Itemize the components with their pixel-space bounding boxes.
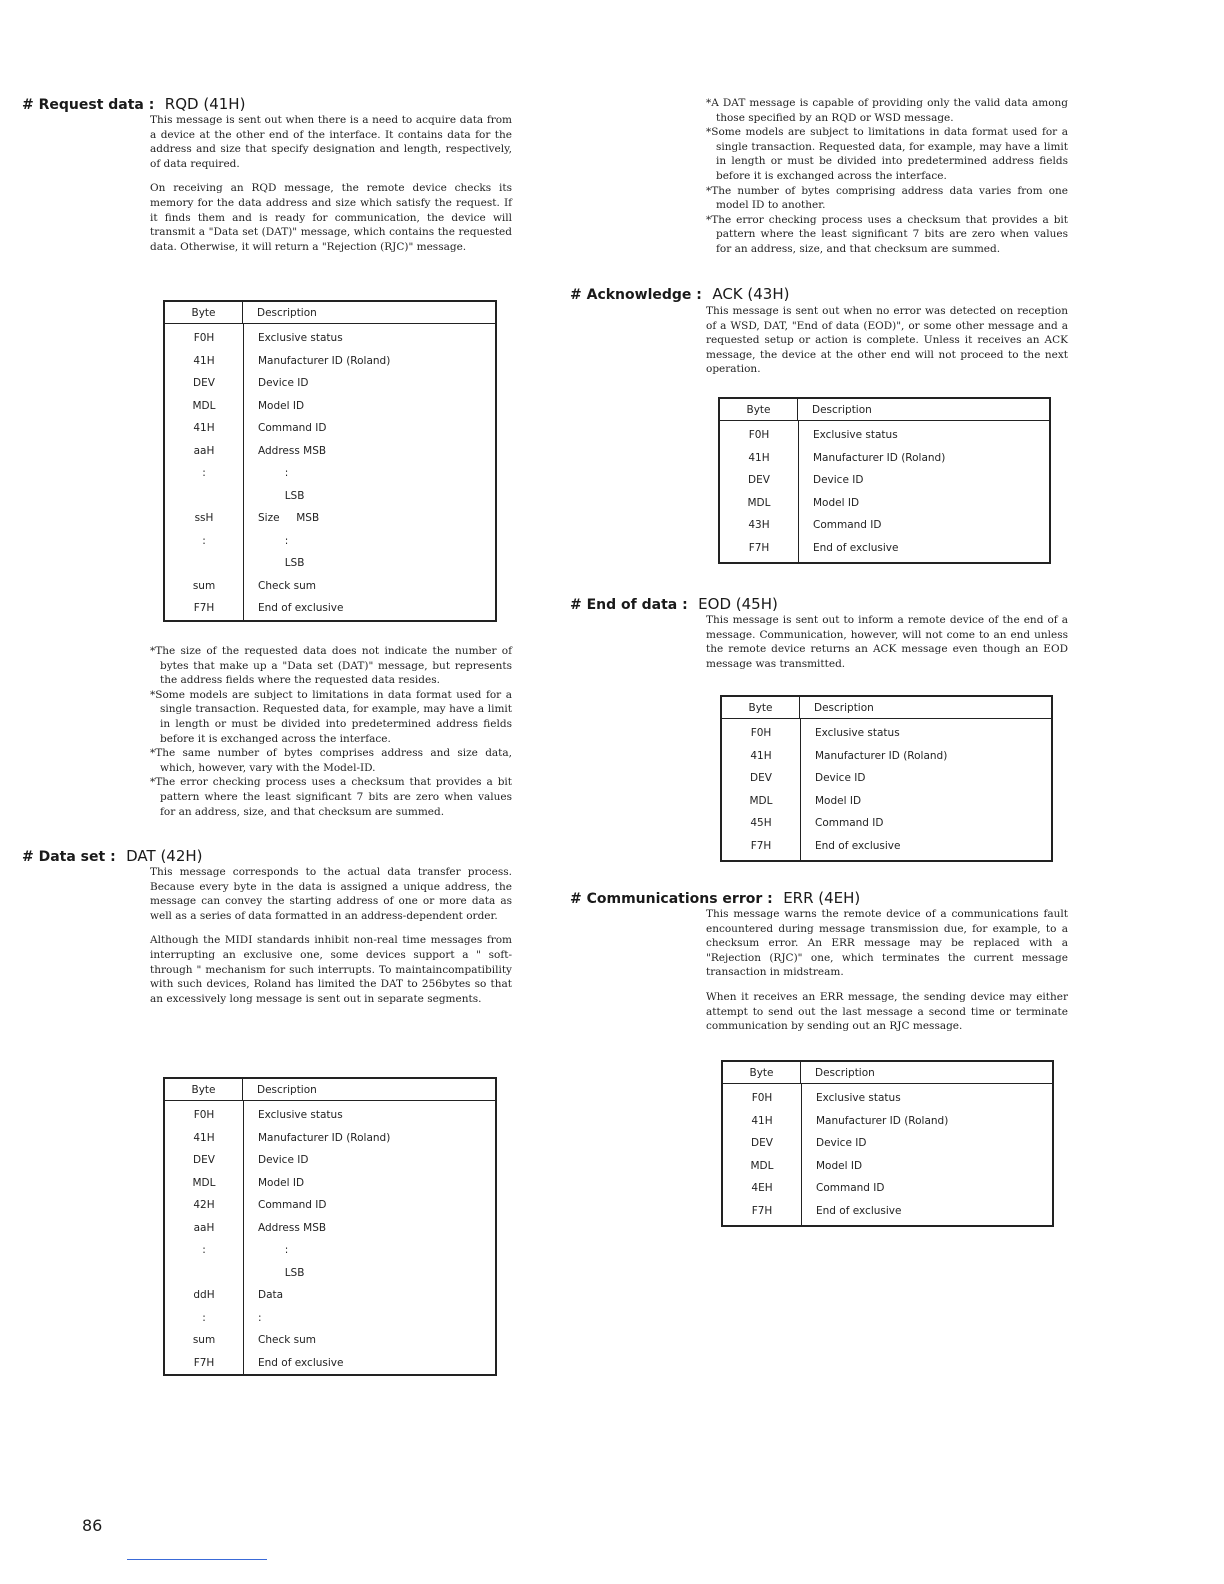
desc-cell: End of exclusive — [258, 1356, 344, 1369]
header-byte: Byte — [165, 1079, 243, 1100]
byte-cell: 45H — [750, 817, 772, 830]
byte-cell: 41H — [751, 1114, 773, 1127]
table-row — [722, 835, 1051, 858]
byte-cell: MDL — [747, 496, 771, 509]
dat-note: *The error checking process uses a checksum that provides a bit pattern where the least significant 7 bits are zero when values for an address, size, and that checksum are summed. — [706, 213, 1068, 255]
dat-label: # Data set : — [22, 849, 116, 865]
byte-cell: F0H — [193, 332, 215, 345]
byte-cell: : — [202, 1311, 206, 1324]
byte-cell: DEV — [193, 1154, 215, 1167]
table-row — [165, 1194, 495, 1217]
desc-cell: End of exclusive — [813, 541, 899, 554]
desc-cell: Exclusive status — [815, 727, 900, 740]
table-row — [720, 469, 1049, 492]
rqd-body — [150, 113, 512, 264]
rqd-table — [163, 300, 497, 622]
byte-cell: F0H — [750, 727, 772, 740]
err-body — [706, 907, 1068, 1044]
table-header — [720, 399, 1049, 421]
dat-heading — [22, 847, 203, 865]
table-row — [723, 1110, 1052, 1133]
desc-cell: Model ID — [813, 496, 860, 509]
header-description: Description — [257, 1083, 317, 1096]
desc-cell: Exclusive status — [816, 1092, 901, 1105]
table-row — [165, 1127, 495, 1150]
desc-cell: Exclusive status — [258, 1109, 343, 1122]
table-header — [723, 1062, 1052, 1084]
rqd-command: RQD (41H) — [164, 95, 246, 113]
err-label: # Communications error : — [570, 891, 773, 907]
table-row — [722, 812, 1051, 835]
byte-cell: DEV — [751, 1137, 773, 1150]
header-byte: Byte — [165, 302, 243, 323]
byte-cell: 42H — [193, 1199, 215, 1212]
rqd-notes — [150, 644, 512, 819]
table-row — [720, 447, 1049, 470]
desc-cell: Command ID — [816, 1182, 885, 1195]
desc-cell: : — [258, 467, 289, 480]
dat-body — [150, 865, 512, 1016]
dat-note: *The number of bytes comprising address data varies from one model ID to another. — [706, 184, 1068, 212]
dat-para: This message corresponds to the actual data transfer process. Because every byte in the data is assigned a unique address, the message can convey the starting address of one or more data as well as a series of data formatted in an address-dependent order. — [150, 866, 512, 922]
desc-cell: LSB — [258, 1266, 305, 1279]
desc-cell: Device ID — [815, 772, 866, 785]
ack-command: ACK (43H) — [712, 285, 790, 303]
desc-cell: Command ID — [813, 519, 882, 532]
table-row — [720, 424, 1049, 447]
table-row — [165, 350, 495, 373]
table-row — [165, 1329, 495, 1352]
byte-cell: 4EH — [751, 1182, 773, 1195]
err-heading — [570, 889, 860, 907]
dat-note: *A DAT message is capable of providing only the valid data among those specified by an RQD or WSD message. — [706, 97, 1068, 124]
byte-cell: : — [202, 467, 206, 480]
rqd-note: *The error checking process uses a checksum that provides a bit pattern where the least significant 7 bits are zero when values for an address, size, and that checksum are summed. — [150, 776, 512, 818]
table-row — [165, 417, 495, 440]
ack-para: This message is sent out when no error was detected on reception of a WSD, DAT, "End of data (EOD)", or some other message and a requested setup or action is complete. Unless it receives an ACK message, the device at the other end will not proceed to the next operation. — [706, 305, 1068, 376]
dat-notes — [706, 96, 1068, 257]
desc-cell: : — [258, 534, 289, 547]
rqd-para: This message is sent out when there is a need to acquire data from a device at the other end of the interface. It contains data for the address and size that specify designation and length, respectively, of data required. — [150, 114, 512, 170]
desc-cell: Manufacturer ID (Roland) — [816, 1114, 949, 1127]
table-row — [722, 745, 1051, 768]
table-row — [723, 1087, 1052, 1110]
header-description: Description — [812, 403, 872, 416]
footer-rule — [127, 1559, 267, 1560]
desc-cell: End of exclusive — [258, 602, 344, 615]
table-row — [165, 462, 495, 485]
table-row — [165, 372, 495, 395]
desc-cell: Model ID — [258, 1176, 305, 1189]
byte-cell: F0H — [748, 429, 770, 442]
dat-table — [163, 1077, 497, 1376]
desc-cell: Manufacturer ID (Roland) — [258, 354, 391, 367]
ack-table — [718, 397, 1051, 564]
rqd-note: *The size of the requested data does not indicate the number of bytes that make up a "Data set (DAT)" message, but represents the address fields where the requested data resides. — [150, 645, 512, 687]
table-row — [720, 514, 1049, 537]
eod-body — [706, 613, 1068, 681]
table-row — [165, 1239, 495, 1262]
table-row — [165, 530, 495, 553]
desc-cell: : — [258, 1311, 262, 1324]
byte-cell: MDL — [192, 1176, 216, 1189]
desc-cell: Exclusive status — [258, 332, 343, 345]
header-byte: Byte — [723, 1062, 801, 1083]
dat-note: *Some models are subject to limitations in data format used for a single transaction. Requested data, for example, may have a limit in length or must be divided into predetermined address fields before it is exchanged across the interface. — [706, 126, 1068, 182]
byte-cell: MDL — [192, 399, 216, 412]
byte-cell: F7H — [193, 1356, 215, 1369]
table-header — [165, 1079, 495, 1101]
byte-cell: DEV — [748, 474, 770, 487]
desc-cell: Manufacturer ID (Roland) — [258, 1131, 391, 1144]
table-row — [722, 767, 1051, 790]
byte-cell: F0H — [751, 1092, 773, 1105]
table-row — [165, 552, 495, 575]
table-row — [165, 507, 495, 530]
desc-cell: Manufacturer ID (Roland) — [813, 451, 946, 464]
desc-cell: Command ID — [258, 422, 327, 435]
header-description: Description — [815, 1066, 875, 1079]
desc-cell: Check sum — [258, 579, 316, 592]
rqd-para: On receiving an RQD message, the remote device checks its memory for the data address and size which satisfy the request. If it finds them and is ready for communication, the device will transmit a "Data set (DAT)" message, which contains the requested data. Otherwise, it will return a "Rejection (RJC)" message. — [150, 182, 512, 253]
ack-heading — [570, 285, 789, 303]
desc-cell: Device ID — [816, 1137, 867, 1150]
table-row — [165, 395, 495, 418]
desc-cell: Command ID — [258, 1199, 327, 1212]
byte-cell: : — [202, 1244, 206, 1257]
header-byte: Byte — [722, 697, 800, 718]
desc-cell: End of exclusive — [816, 1204, 902, 1217]
byte-cell: ssH — [194, 512, 214, 525]
byte-cell: MDL — [749, 794, 773, 807]
desc-cell: Manufacturer ID (Roland) — [815, 749, 948, 762]
table-row — [165, 597, 495, 620]
rqd-note: *The same number of bytes comprises address and size data, which, however, vary with the Model-ID. — [150, 747, 512, 774]
header-description: Description — [257, 306, 317, 319]
byte-cell: 41H — [193, 354, 215, 367]
table-header — [722, 697, 1051, 719]
byte-cell: sum — [192, 579, 216, 592]
desc-cell: Check sum — [258, 1334, 316, 1347]
dat-command: DAT (42H) — [126, 847, 203, 865]
desc-cell: Address MSB — [258, 1221, 327, 1234]
table-row — [165, 1217, 495, 1240]
desc-cell: Data — [258, 1289, 284, 1302]
byte-cell: ddH — [193, 1289, 215, 1302]
byte-cell: 41H — [750, 749, 772, 762]
byte-cell: 41H — [193, 422, 215, 435]
desc-cell: Model ID — [816, 1159, 863, 1172]
desc-cell: Device ID — [813, 474, 864, 487]
byte-cell: 41H — [748, 451, 770, 464]
ack-label: # Acknowledge : — [570, 287, 702, 303]
byte-cell: DEV — [193, 377, 215, 390]
desc-cell: Device ID — [258, 377, 309, 390]
table-row — [723, 1132, 1052, 1155]
byte-cell: F7H — [748, 541, 770, 554]
table-row — [720, 537, 1049, 560]
byte-cell: F7H — [751, 1204, 773, 1217]
eod-para: This message is sent out to inform a remote device of the end of a message. Communication, however, will not come to an end unless the remote device returns an ACK message even though an EOD message was transmitted. — [706, 614, 1068, 670]
table-row — [165, 1284, 495, 1307]
table-row — [165, 1307, 495, 1330]
rqd-label: # Request data : — [22, 97, 155, 113]
table-row — [165, 1149, 495, 1172]
err-para: When it receives an ERR message, the sending device may either attempt to send out the last message a second time or terminate communication by sending out an RJC message. — [706, 990, 1068, 1033]
table-row — [165, 1172, 495, 1195]
desc-cell: LSB — [258, 489, 305, 502]
table-row — [722, 722, 1051, 745]
rqd-note: *Some models are subject to limitations in data format used for a single transaction. Requested data, for example, may have a limit in length or must be divided into predetermined address fields before it is exchanged across the interface. — [150, 688, 512, 745]
desc-cell: Address MSB — [258, 444, 327, 457]
table-row — [165, 440, 495, 463]
header-byte: Byte — [720, 399, 798, 420]
byte-cell: 43H — [748, 519, 770, 532]
desc-cell: Model ID — [258, 399, 305, 412]
byte-cell: sum — [192, 1334, 216, 1347]
eod-command: EOD (45H) — [698, 595, 778, 613]
byte-cell: MDL — [750, 1159, 774, 1172]
desc-cell: Device ID — [258, 1154, 309, 1167]
rqd-heading — [22, 95, 245, 113]
desc-cell: Exclusive status — [813, 429, 898, 442]
table-row — [723, 1177, 1052, 1200]
table-row — [165, 1262, 495, 1285]
err-command: ERR (4EH) — [783, 889, 861, 907]
byte-cell: 41H — [193, 1131, 215, 1144]
table-row — [165, 327, 495, 350]
table-row — [165, 1104, 495, 1127]
page-number: 86 — [82, 1516, 103, 1535]
desc-cell: Size MSB — [258, 512, 320, 525]
desc-cell: End of exclusive — [815, 839, 901, 852]
byte-cell: F7H — [750, 839, 772, 852]
table-row — [720, 492, 1049, 515]
desc-cell: : — [258, 1244, 289, 1257]
table-row — [165, 575, 495, 598]
eod-label: # End of data : — [570, 597, 688, 613]
err-para: This message warns the remote device of a communications fault encountered during message transmission due, for example, to a checksum error. An ERR message may be replaced with a "Rejection (RJC)" one, which terminates the current message transaction in midstream. — [706, 908, 1068, 979]
table-row — [165, 1352, 495, 1375]
err-table — [721, 1060, 1054, 1227]
byte-cell: F0H — [193, 1109, 215, 1122]
table-row — [723, 1155, 1052, 1178]
eod-table — [720, 695, 1053, 862]
eod-heading — [570, 595, 778, 613]
table-row — [165, 485, 495, 508]
table-row — [722, 790, 1051, 813]
table-row — [723, 1200, 1052, 1223]
byte-cell: aaH — [193, 444, 215, 457]
dat-para: Although the MIDI standards inhibit non-real time messages from interrupting an exclusive one, some devices support a " soft-through " mechanism for such interrupts. To maintaincompatibility with such devices, Roland has limited the DAT to 256bytes so that an excessively long message is sent out in separate segments. — [150, 934, 512, 1005]
table-header — [165, 302, 495, 324]
desc-cell: LSB — [258, 557, 305, 570]
header-description: Description — [814, 701, 874, 714]
byte-cell: : — [202, 534, 206, 547]
desc-cell: Command ID — [815, 817, 884, 830]
byte-cell: aaH — [193, 1221, 215, 1234]
byte-cell: F7H — [193, 602, 215, 615]
ack-body — [706, 304, 1068, 387]
desc-cell: Model ID — [815, 794, 862, 807]
byte-cell: DEV — [750, 772, 772, 785]
